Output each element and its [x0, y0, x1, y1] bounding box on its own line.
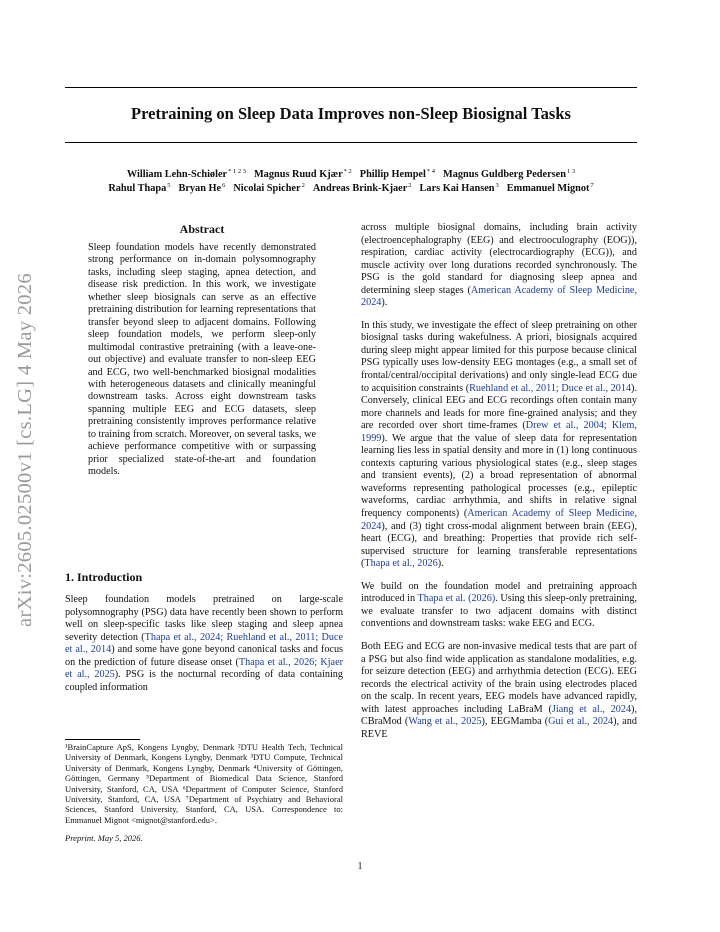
text: Sleep foundation models pretrained on large-scale polysomnography (PSG) data have recently been shown to perform well on sleep-specific tasks like sleep staging and sleep apnea severity detection (	[65, 594, 343, 643]
affiliation-marker: 2	[301, 182, 305, 189]
text: ), EEGMamba (	[481, 716, 549, 728]
author-name-text: Emmanuel Mignot	[506, 183, 590, 194]
paragraph	[361, 581, 637, 631]
text: ) and some have gone beyond canonical tasks and focus on the prediction of future disease onset (	[65, 644, 343, 668]
author-name	[420, 183, 499, 194]
citation-link[interactable]: Jiang et al., 2024	[551, 703, 632, 715]
affiliation-marker: 2	[408, 182, 412, 189]
author-name-text: Nicolai Spicher	[233, 183, 301, 194]
paragraph	[361, 641, 637, 741]
citation-link[interactable]: Thapa et al., 2024; Ruehland et al., 2011; Duce et al., 2014	[65, 631, 344, 655]
author-list-line-2	[65, 179, 637, 196]
affiliation-marker: 1 3	[566, 168, 576, 175]
author-name	[178, 183, 225, 194]
title-bottom-rule	[65, 142, 637, 143]
text: ), and REVE	[361, 716, 637, 740]
affiliation-marker: 5	[167, 182, 171, 189]
author-name	[233, 183, 304, 194]
text: ).	[381, 297, 388, 309]
text: ).	[437, 558, 444, 570]
text: ). We argue that the value of sleep data for representation learning lies less in spatial density and more in (1) long continuous contexts capturing various physiological states (e.g., sleep stages and transient events), (2) a broad representation of abnormal waveforms representing pathological processes (e.g., epileptic waveforms, cardiac arrhythmia, and shifts in relative signal frequency components) (	[361, 432, 637, 520]
affiliation-marker: * 4	[426, 168, 435, 175]
citation-link[interactable]: American Academy of Sleep Medicine, 2024	[361, 508, 637, 532]
author-name	[313, 183, 412, 194]
affiliation-marker: * 1 2 3	[228, 168, 246, 175]
text: . Using this sleep-only pretraining, we evaluate transfer to two adjacent domains with distinct conventions and downstream tasks: wake EEG and ECG.	[361, 593, 637, 630]
text: ), CBraMod (	[361, 703, 637, 728]
introduction-paragraph	[65, 594, 343, 694]
footnote-rule	[65, 739, 140, 740]
citation-link[interactable]: Ruehland et al., 2011; Duce et al., 2014	[469, 382, 632, 394]
author-name	[507, 183, 594, 194]
paragraph	[361, 222, 637, 310]
citation-link[interactable]: Thapa et al. (2026)	[417, 593, 496, 605]
author-name-text: Rahul Thapa	[108, 183, 167, 194]
text: ). PSG is the nocturnal recording of data containing coupled information	[65, 669, 343, 693]
page-number: 1	[357, 861, 363, 872]
abstract-text: Sleep foundation models have recently demonstrated strong performance on in-domain polysomnography tasks, including sleep staging, apnea detection, and disease risk prediction. In this work, we investigate whether sleep biosignals can serve as an effective pretraining distribution for learning representations that transfer beyond sleep to adjacent domains. Following sleep foundation models, we perform sleep-only multimodal contrastive pretraining (with a leave-one-out objective) and evaluate transfer to non-sleep EEG and ECG, two well-benchmarked biosignal modalities with heterogeneous datasets and clinically meaningful downstream tasks. Across eight downstream tasks spanning multiple EEG and ECG datasets, sleep pretraining consistently improves performance relative to training from scratch. Moreover, on several tasks, we achieve performance competitive with or surpassing prior specialized state-of-the-art and foundation models.	[88, 242, 316, 478]
author-name-text: Andreas Brink-Kjaer	[312, 183, 408, 194]
text: Both EEG and ECG are non-invasive medical tests that are part of a PSG but also find wide application as standalone modalities, e.g. for seizure detection (EEG) and arrhythmia detection (ECG). EEG records the electrical activity of the brain using electrodes placed on the scalp. In recent years, EEG models have advanced rapidly, with latest approaches including LaBraM (	[361, 640, 637, 715]
text: ), and (3) tight cross-modal alignment between brain (EEG), heart (ECG), and breathing: Properties that provide rich self-supervised structure for learning transferable representations (	[361, 520, 637, 570]
affiliation-marker: * 2	[343, 168, 352, 175]
affiliation-marker: 6	[222, 182, 226, 189]
author-name-text: Lars Kai Hansen	[419, 183, 495, 194]
text: In this study, we investigate the effect of sleep pretraining on other biosignal tasks during wakefulness. A priori, biosignals acquired during sleep might appear limited for this purpose because clinical PSG typically uses low-density EEG montages (e.g., a small set of frontal/central/occipital derivations) and only single-lead ECG due to acquisition constraints (	[361, 319, 637, 394]
author-name-text: Phillip Hempel	[359, 169, 426, 180]
arxiv-stamp: arXiv:2605.02500v1 [cs.LG] 4 May 2026	[14, 273, 36, 627]
citation-link[interactable]: Gui et al., 2024	[548, 716, 614, 728]
citation-link[interactable]: Wang et al., 2025	[408, 716, 482, 728]
author-name-text: Bryan He	[178, 183, 222, 194]
text: ). Conversely, clinical EEG and ECG recordings often contain many more channels and leads for more fine-grained analysis; and they are recorded over short time-frames (	[361, 382, 637, 432]
author-name-text: Magnus Guldberg Pedersen	[442, 169, 566, 180]
preprint-date: Preprint. May 5, 2026.	[65, 833, 143, 843]
citation-link[interactable]: American Academy of Sleep Medicine, 2024	[361, 284, 637, 309]
right-column	[361, 222, 637, 751]
citation-link[interactable]: Thapa et al., 2026	[364, 558, 438, 570]
paper-title: Pretraining on Sleep Data Improves non-Sleep Biosignal Tasks	[131, 104, 571, 123]
text: across multiple biosignal domains, including brain activity (electroencephalography (EEG) and electrooculography (EOG)), respiration, cardiac activity (electrocardiography (ECG)), and muscle activity over long durations recorded synchronously. The PSG is the gold standard for diagnosing sleep apnea and determining sleep stages (	[361, 222, 637, 296]
citation-link[interactable]: Thapa et al., 2026; Kjaer et al., 2025	[65, 656, 343, 680]
author-name	[108, 183, 170, 194]
author-name-text: Magnus Ruud Kjær	[253, 169, 343, 180]
text: We build on the foundation model and pretraining approach introduced in	[361, 580, 637, 605]
author-name-text: William Lehn-Schiøler	[126, 169, 228, 180]
paragraph	[361, 320, 637, 571]
section-heading-introduction: 1. Introduction	[65, 570, 143, 584]
affiliations-footnote: ¹BrainCapture ApS, Kongens Lyngby, Denmark ²DTU Health Tech, Technical University of Denmark, Kongens Lyngby, Denmark ³DTU Compute, Technical University of Denmark, Kongens Lyngby, Denmark ⁴University of Göttingen, Göttingen, Germany ⁵Department of Biomedical Data Science, Stanford University, Stanford, CA, USA ⁶Department of Computer Science, Stanford University, Stanford, CA, USA ⁷Department of Psychiatry and Behavioral Sciences, Stanford University, Stanford, CA, USA. Correspondence to: Emmanuel Mignot <mignot@stanford.edu>.	[65, 742, 343, 825]
affiliation-marker: 7	[590, 182, 594, 189]
title-top-rule	[65, 87, 637, 88]
abstract-heading: Abstract	[179, 222, 225, 236]
affiliation-marker: 3	[495, 182, 499, 189]
citation-link[interactable]: Drew et al., 2004; Klem, 1999	[361, 420, 638, 444]
